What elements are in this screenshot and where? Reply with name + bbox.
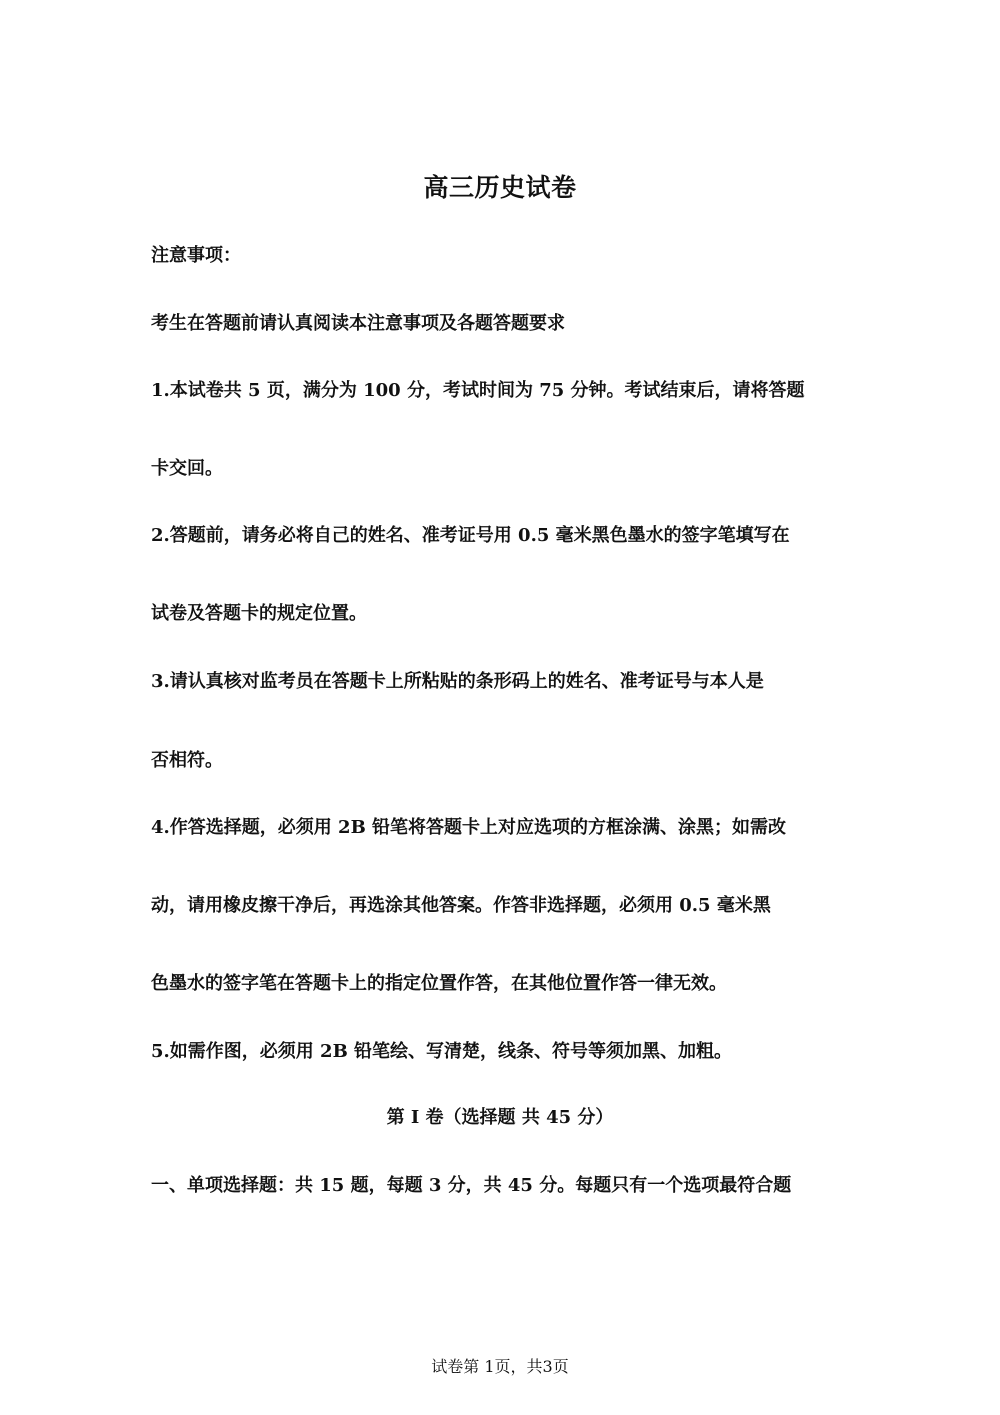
notice-heading: 注意事项： <box>151 245 241 266</box>
notice-item-3-line-2: 否相符。 <box>151 750 223 771</box>
notice-item-2-line-2: 试卷及答题卡的规定位置。 <box>151 603 367 624</box>
notice-item-1-line-1: 1.本试卷共 5 页，满分为 100 分，考试时间为 75 分钟。考试结束后，请将答题 <box>151 380 805 401</box>
notice-intro: 考生在答题前请认真阅读本注意事项及各题答题要求 <box>151 313 565 334</box>
notice-item-1-line-2: 卡交回。 <box>151 458 223 479</box>
page-footer: 试卷第 1页，共3页 <box>431 1357 569 1376</box>
notice-item-3-line-1: 3.请认真核对监考员在答题卡上所粘贴的条形码上的姓名、准考证号与本人是 <box>151 671 764 692</box>
notice-item-4-line-2: 动，请用橡皮擦干净后，再选涂其他答案。作答非选择题，必须用 0.5 毫米黑 <box>151 895 771 916</box>
exam-title: 高三历史试卷 <box>423 173 577 202</box>
question-intro: 一、单项选择题：共 15 题，每题 3 分，共 45 分。每题只有一个选项最符合题 <box>151 1175 792 1196</box>
notice-item-2-line-1: 2.答题前，请务必将自己的姓名、准考证号用 0.5 毫米黑色墨水的签字笔填写在 <box>151 525 790 546</box>
notice-item-4-line-3: 色墨水的签字笔在答题卡上的指定位置作答，在其他位置作答一律无效。 <box>151 973 727 994</box>
section-heading: 第 Ⅰ 卷（选择题 共 45 分） <box>386 1107 614 1128</box>
notice-item-5: 5.如需作图，必须用 2B 铅笔绘、写清楚，线条、符号等须加黑、加粗。 <box>151 1041 733 1062</box>
notice-item-4-line-1: 4.作答选择题，必须用 2B 铅笔将答题卡上对应选项的方框涂满、涂黑；如需改 <box>151 817 787 838</box>
